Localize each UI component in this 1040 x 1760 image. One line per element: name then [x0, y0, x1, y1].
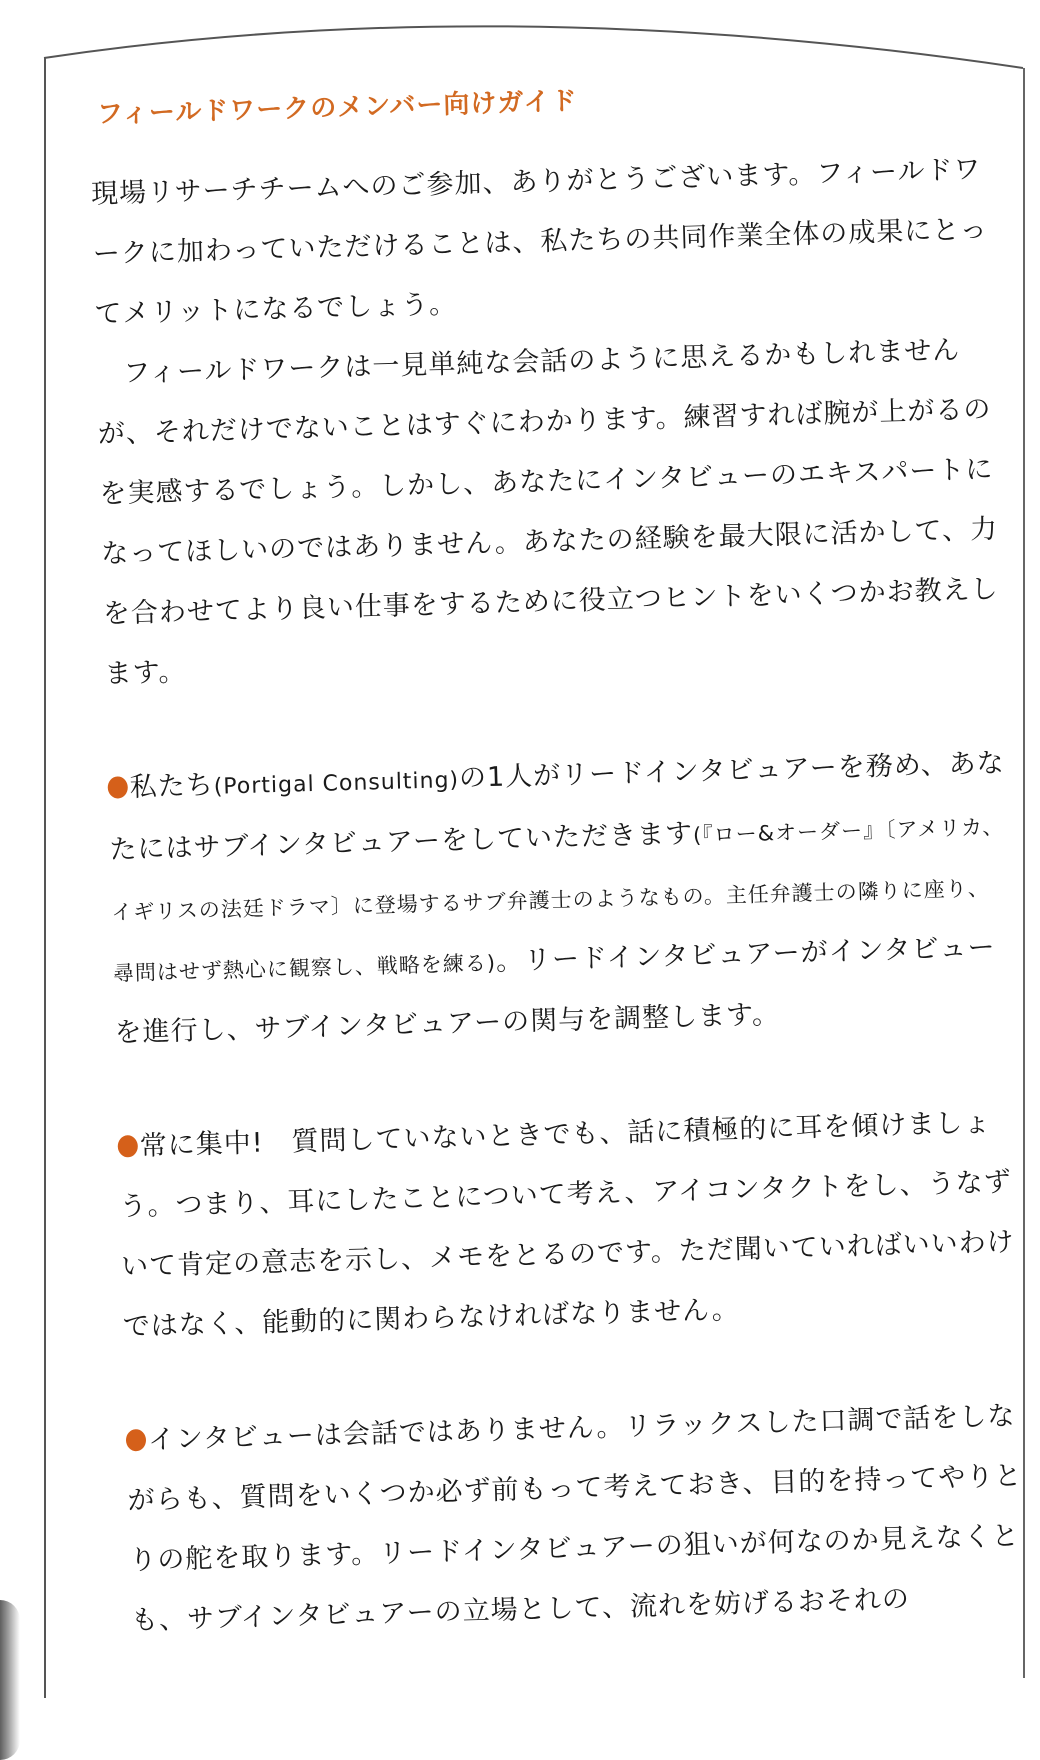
bullet-item-3: インタビューは会話ではありません。リラックスした口調で話をしながらも、質問をいくつか必ず前もって考えておき、目的を持ってやりとりの舵を取ります。リードインタビュアーの狙いが何なのか見えなくとも、サブインタビュアーの立場として、流れを妨げるおそれの	[127, 1400, 1023, 1637]
bullet-note: (『ロー&オーダー』〔アメリカ、イギリスの法廷ドラマ〕に登場するサブ弁護士のようなもの。主任弁護士の隣りに座り、尋問はせず熱心に観察し、戦略を練る)	[110, 814, 1005, 986]
bullet-item-2: 常に集中! 質問していないときでも、話に積極的に耳を傾けましょう。つまり、耳にしたことについて考え、アイコンタクトをし、うなずいて肯定の意志を示し、メモをとるのです。ただ聞いていればいいわけではなく、能動的に関わらなければなりません。	[119, 1107, 1016, 1343]
page-left-edge	[44, 58, 46, 1698]
orange-bullet-icon	[107, 776, 128, 799]
page-title: フィールドワークのメンバー向けガイド	[96, 86, 579, 130]
orange-bullet-icon	[126, 1429, 147, 1452]
book-binding-shadow	[0, 1600, 20, 1760]
intro-paragraph-2: フィールドワークは一見単純な会話のように思えるかもしれませんが、それだけでないことはすぐにわかります。練習すれば腕が上がるのを実感するでしょう。しかし、あなたにインタビューのエキスパートになってほしいのではありません。あなたの経験を最大限に活かして、力を合わせてより良い仕事をするために役立つヒントをいくつかお教えします。	[97, 334, 1000, 690]
orange-bullet-icon	[117, 1135, 138, 1158]
book-page	[88, 55, 1032, 1652]
bullet-item-1: 私たち(Portigal Consulting)の1人がリードインタビュアーを務め、あなたにはサブインタビュアーをしていただきます(『ロー&オーダー』〔アメリカ、イギリスの法廷ドラマ〕に登場するサブ弁護士のようなもの。主任弁護士の隣りに座り、尋問はせず熱心に観察し、戦略を練る)。リードインタビュアーがインタビューを進行し、サブインタビュアーの関与を調整します。	[109, 747, 1006, 1049]
intro-paragraph-1: 現場リサーチチームへのご参加、ありがとうございます。フィールドワークに加わっていただけることは、私たちの共同作業全体の成果にとってメリットになるでしょう。	[90, 154, 989, 330]
